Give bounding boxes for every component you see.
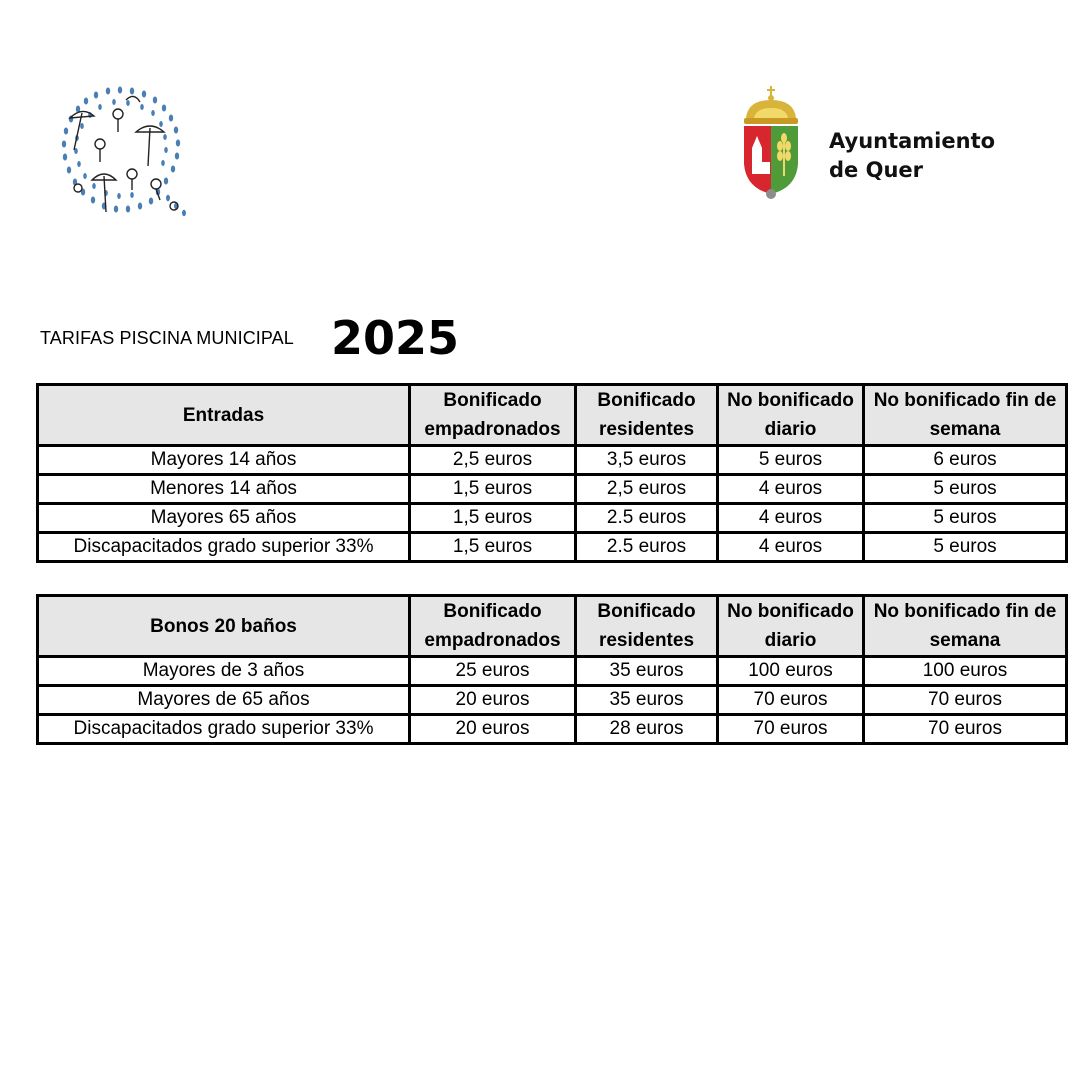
header-cell: No bonificado fin de semana	[864, 385, 1067, 446]
table-cell: Menores 14 años	[38, 475, 410, 504]
header-cell: Bonos 20 baños	[38, 596, 410, 657]
table-cell: 2.5 euros	[576, 504, 718, 533]
entradas-table	[36, 383, 1068, 563]
table-cell: Mayores 14 años	[38, 446, 410, 475]
table-cell: 4 euros	[718, 475, 864, 504]
table-header-row	[38, 596, 1067, 657]
table-row	[38, 504, 1067, 533]
table-cell: 6 euros	[864, 446, 1067, 475]
table-cell: 5 euros	[864, 533, 1067, 562]
header-cell: Bonificado residentes	[576, 596, 718, 657]
table-cell: 100 euros	[718, 657, 864, 686]
header-cell: Bonificado empadronados	[410, 596, 576, 657]
header-cell: No bonificado diario	[718, 596, 864, 657]
table-cell: 1,5 euros	[410, 533, 576, 562]
table-cell: 70 euros	[864, 715, 1067, 744]
table-cell: 70 euros	[718, 686, 864, 715]
table-cell: 25 euros	[410, 657, 576, 686]
table-cell: 4 euros	[718, 533, 864, 562]
title-text: TARIFAS PISCINA MUNICIPAL	[40, 328, 294, 348]
table-cell: 5 euros	[718, 446, 864, 475]
header-cell: Bonificado empadronados	[410, 385, 576, 446]
table-cell: 70 euros	[864, 686, 1067, 715]
table-cell: 5 euros	[864, 504, 1067, 533]
ayuntamiento-name	[829, 127, 995, 185]
table-cell: 70 euros	[718, 715, 864, 744]
table-cell: 5 euros	[864, 475, 1067, 504]
table-cell: 2.5 euros	[576, 533, 718, 562]
table-row	[38, 657, 1067, 686]
table-row	[38, 533, 1067, 562]
table-cell: 3,5 euros	[576, 446, 718, 475]
table-row	[38, 715, 1067, 744]
table-cell: 35 euros	[576, 657, 718, 686]
quer-q-logo	[48, 80, 193, 225]
table-cell: 100 euros	[864, 657, 1067, 686]
header-cell: Entradas	[38, 385, 410, 446]
table-cell: Mayores 65 años	[38, 504, 410, 533]
table-cell: 28 euros	[576, 715, 718, 744]
title-year: 2025	[331, 311, 460, 365]
table-cell: Discapacitados grado superior 33%	[38, 715, 410, 744]
ayuntamiento-crest-icon	[740, 84, 802, 204]
table-cell: 1,5 euros	[410, 475, 576, 504]
header-cell: Bonificado residentes	[576, 385, 718, 446]
table-header-row	[38, 385, 1067, 446]
table-cell: Discapacitados grado superior 33%	[38, 533, 410, 562]
table-row	[38, 686, 1067, 715]
bonos-table	[36, 594, 1068, 745]
header-cell: No bonificado fin de semana	[864, 596, 1067, 657]
ayuntamiento-line-1: Ayuntamiento	[829, 129, 996, 153]
table-cell: 35 euros	[576, 686, 718, 715]
header-cell: No bonificado diario	[718, 385, 864, 446]
table-cell: 2,5 euros	[576, 475, 718, 504]
table-cell: 2,5 euros	[410, 446, 576, 475]
table-cell: Mayores de 65 años	[38, 686, 410, 715]
table-row	[38, 446, 1067, 475]
table-cell: 20 euros	[410, 715, 576, 744]
table-row	[38, 475, 1067, 504]
table-cell: 20 euros	[410, 686, 576, 715]
ayuntamiento-line-2: de Quer	[829, 158, 923, 182]
table-cell: 4 euros	[718, 504, 864, 533]
table-cell: Mayores de 3 años	[38, 657, 410, 686]
table-cell: 1,5 euros	[410, 504, 576, 533]
